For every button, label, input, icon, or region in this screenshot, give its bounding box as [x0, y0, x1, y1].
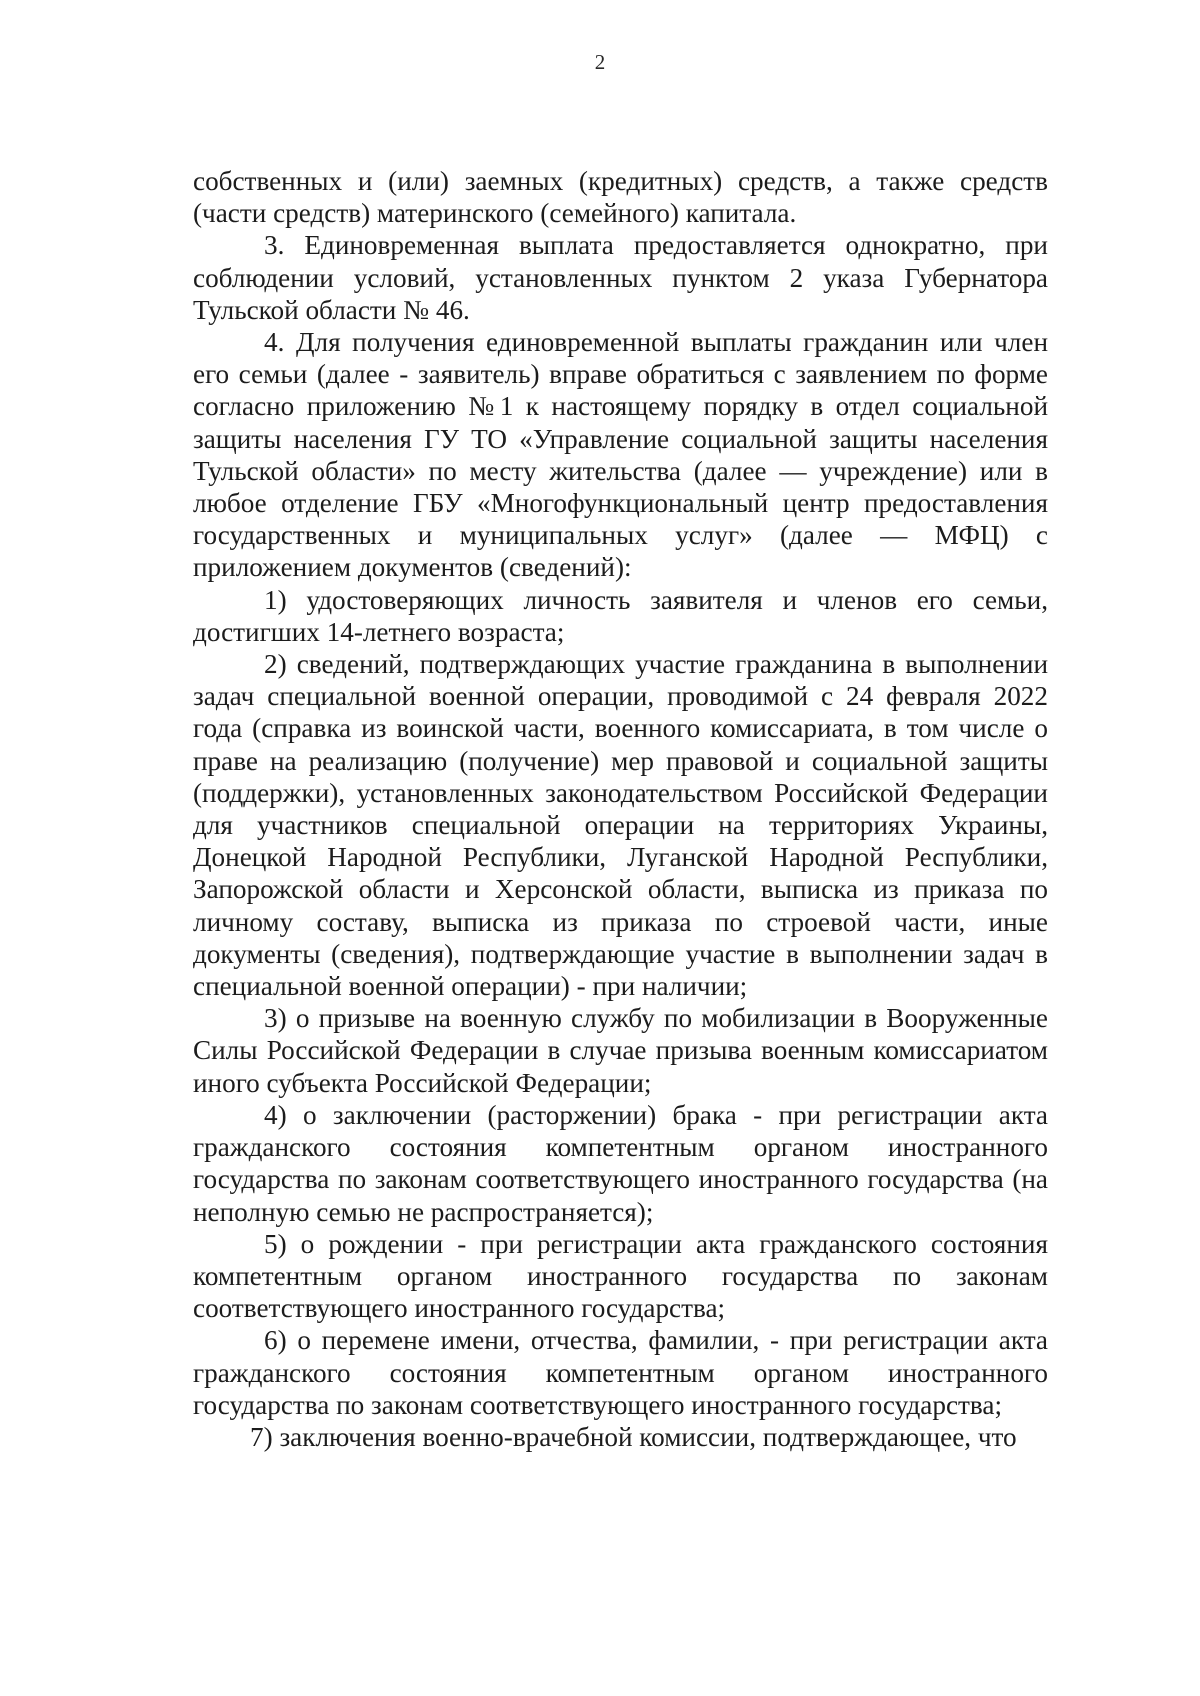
paragraph-subitem-5: 5) о рождении - при регистрации акта гражданского состояния компетентным органом иностранного государства по законам соответствующего иностранного государства;	[193, 1228, 1048, 1324]
paragraph-continuation: собственных и (или) заемных (кредитных) средств, а также средств (части средств) материнского (семейного) капитала.	[193, 166, 1048, 229]
paragraph-subitem-4: 4) о заключении (расторжении) брака - при регистрации акта гражданского состояния компетентным органом иностранного государства по законам соответствующего иностранного государства (на неполную семью не распространяется);	[193, 1099, 1048, 1227]
paragraph-item-4: 4. Для получения единовременной выплаты гражданин или член его семьи (далее - заявитель) вправе обратиться с заявлением по форме согласно приложению №1 к настоящему порядку в отдел социальной защиты населения ГУ ТО «Управление социальной защиты населения Тульской области» по месту жительства (далее — учреждение) или в любое отделение ГБУ «Многофункциональный центр предоставления государственных и муниципальных услуг» (далее — МФЦ) с приложением документов (сведений):	[193, 327, 1048, 583]
paragraph-item-3: 3. Единовременная выплата предоставляется однократно, при соблюдении условий, установленных пунктом 2 указа Губернатора Тульской области № 46.	[193, 230, 1048, 325]
page-number: 2	[594, 50, 606, 74]
paragraph-subitem-3: 3) о призыве на военную службу по мобилизации в Вооруженные Силы Российской Федерации в случае призыва военным комиссариатом иного субъекта Российской Федерации;	[193, 1003, 1048, 1098]
document-body	[193, 165, 1048, 1453]
paragraph-subitem-7: 7) заключения военно-врачебной комиссии, подтверждающее, что	[250, 1421, 1017, 1452]
paragraph-subitem-6: 6) о перемене имени, отчества, фамилии, - при регистрации акта гражданского состояния компетентным органом иностранного государства по законам соответствующего иностранного государства;	[193, 1325, 1048, 1420]
paragraph-subitem-2: 2) сведений, подтверждающих участие гражданина в выполнении задач специальной военной операции, проводимой с 24 февраля 2022 года (справка из воинской части, военного комиссариата, в том числе о праве на реализацию (получение) мер правовой и социальной защиты (поддержки), установленных законодательством Российской Федерации для участников специальной операции на территориях Украины, Донецкой Народной Республики, Луганской Народной Республики, Запорожской области и Херсонской области, выписка из приказа по личному составу, выписка из приказа по строевой части, иные документы (сведения), подтверждающие участие в выполнении задач в специальной военной операции) - при наличии;	[193, 649, 1048, 1002]
paragraph-subitem-1: 1) удостоверяющих личность заявителя и членов его семьи, достигших 14-летнего возраста;	[193, 584, 1048, 647]
